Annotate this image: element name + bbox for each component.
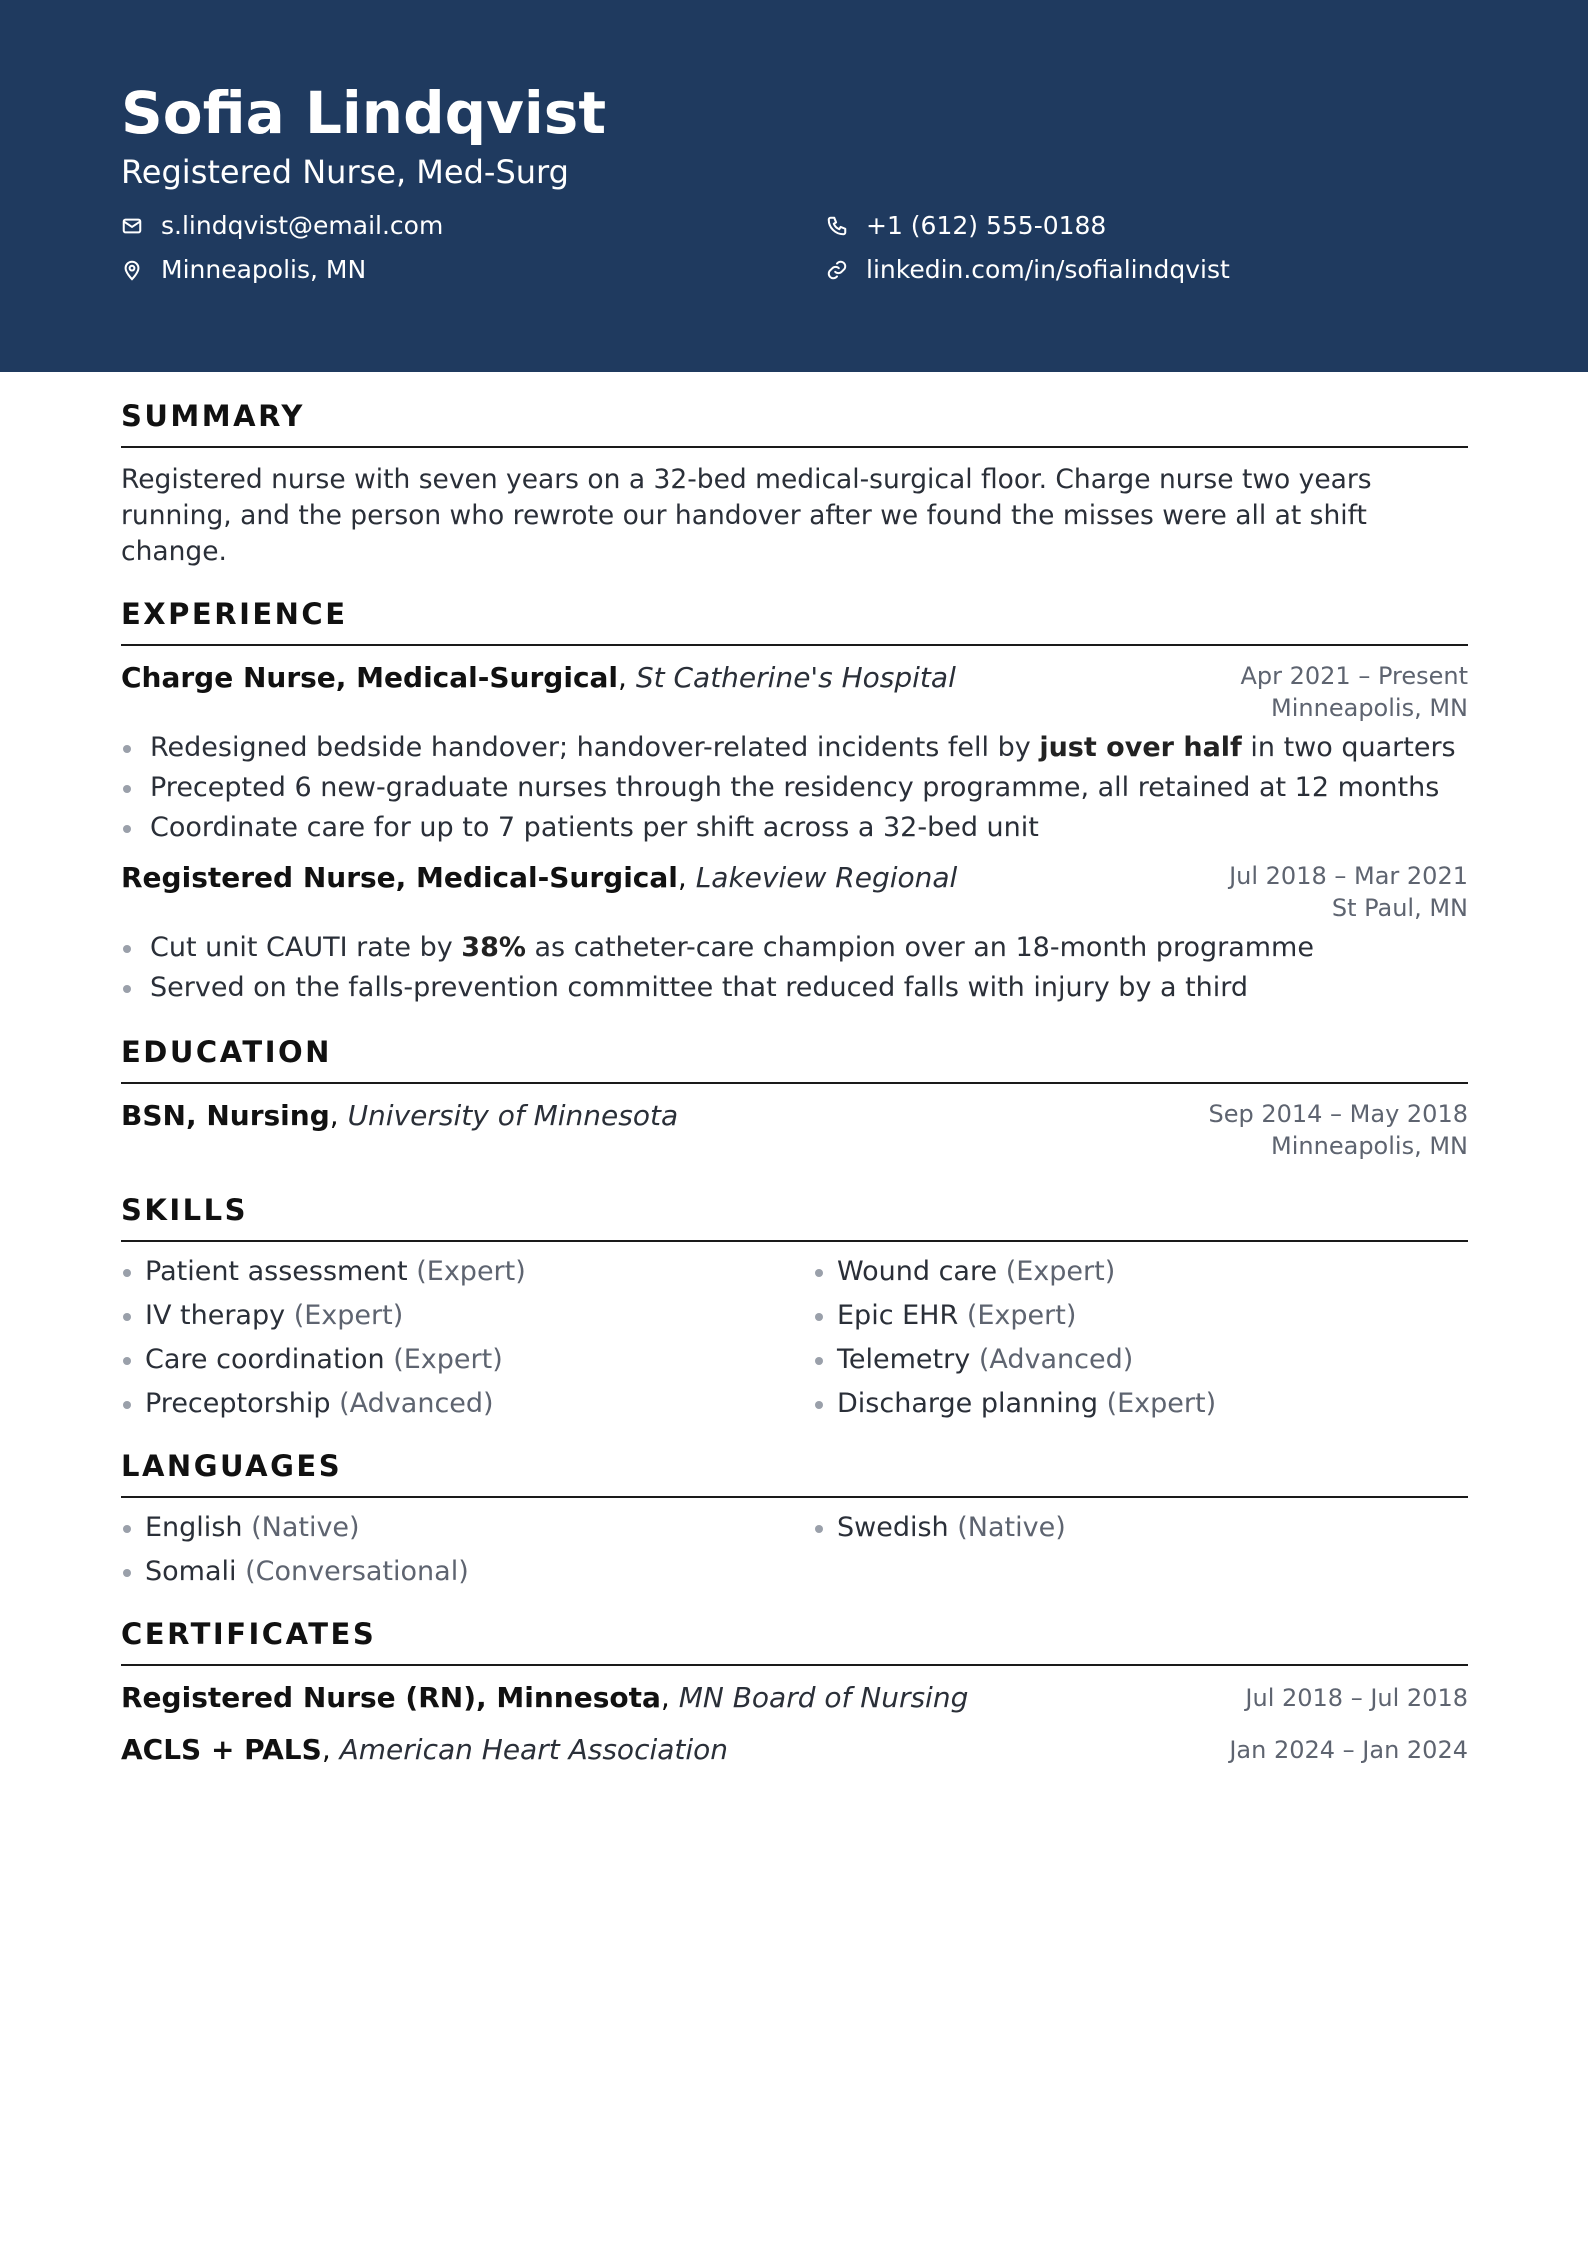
skills-section bbox=[121, 1192, 1468, 1426]
linkedin-text: linkedin.com/in/sofialindqvist bbox=[866, 255, 1230, 284]
list-item: Somali (Conversational) bbox=[121, 1550, 813, 1594]
section-divider bbox=[121, 644, 1468, 646]
list-item: Discharge planning (Expert) bbox=[813, 1382, 1468, 1426]
list-item: Redesigned bedside handover; handover-related incidents fell by just over half in two quarters bbox=[121, 728, 1468, 768]
job-meta bbox=[1229, 860, 1468, 924]
contact-linkedin[interactable] bbox=[826, 254, 1230, 286]
contact-email[interactable] bbox=[121, 210, 443, 242]
degree: BSN, Nursing bbox=[121, 1099, 330, 1132]
phone-icon bbox=[826, 215, 848, 237]
job-bullets bbox=[121, 728, 1468, 848]
job-title: Registered Nurse, Medical-Surgical, Lakeview Regional bbox=[121, 861, 958, 894]
job-role: Registered Nurse, Medical-Surgical bbox=[121, 861, 678, 894]
certificate-issuer: American Heart Association bbox=[339, 1733, 729, 1766]
list-item: Epic EHR (Expert) bbox=[813, 1294, 1468, 1338]
languages-section bbox=[121, 1448, 1468, 1594]
job-entry bbox=[121, 660, 1468, 848]
languages-heading: LANGUAGES bbox=[121, 1449, 343, 1483]
contact-phone[interactable] bbox=[826, 210, 1106, 242]
section-divider bbox=[121, 1496, 1468, 1498]
certificate-entry bbox=[121, 1724, 1468, 1776]
education-heading: EDUCATION bbox=[121, 1035, 332, 1069]
school: University of Minnesota bbox=[347, 1099, 679, 1132]
certificate-title: Registered Nurse (RN), Minnesota, MN Board of Nursing bbox=[121, 1681, 969, 1714]
education-entry bbox=[121, 1098, 1468, 1162]
job-dates: Jul 2018 – Mar 2021 bbox=[1229, 862, 1468, 890]
location-text: Minneapolis, MN bbox=[161, 255, 367, 284]
certificate-name: Registered Nurse (RN), Minnesota bbox=[121, 1681, 661, 1714]
certificate-entry bbox=[121, 1672, 1468, 1724]
certificates-section bbox=[121, 1616, 1468, 1776]
list-item: English (Native) bbox=[121, 1506, 813, 1550]
skills-heading: SKILLS bbox=[121, 1193, 248, 1227]
certificate-dates: Jan 2024 – Jan 2024 bbox=[1229, 1736, 1468, 1764]
list-item: Preceptorship (Advanced) bbox=[121, 1382, 813, 1426]
contact-location bbox=[121, 254, 366, 286]
section-divider bbox=[121, 1664, 1468, 1666]
resume-header bbox=[0, 0, 1588, 372]
list-item: Care coordination (Expert) bbox=[121, 1338, 813, 1382]
location-pin-icon bbox=[121, 259, 143, 281]
candidate-title: Registered Nurse, Med-Surg bbox=[121, 153, 569, 191]
job-bullets bbox=[121, 928, 1468, 1008]
section-divider bbox=[121, 1240, 1468, 1242]
mail-icon bbox=[121, 215, 143, 237]
list-item: IV therapy (Expert) bbox=[121, 1294, 813, 1338]
job-dates: Apr 2021 – Present bbox=[1240, 662, 1468, 690]
section-divider bbox=[121, 1082, 1468, 1084]
experience-heading: EXPERIENCE bbox=[121, 597, 348, 631]
certificates-list bbox=[121, 1672, 1468, 1776]
education-location: Minneapolis, MN bbox=[1271, 1132, 1468, 1160]
job-location: St Paul, MN bbox=[1331, 894, 1468, 922]
job-role: Charge Nurse, Medical-Surgical bbox=[121, 661, 619, 694]
certificates-heading: CERTIFICATES bbox=[121, 1617, 377, 1651]
summary-section bbox=[121, 372, 1468, 570]
list-item: Wound care (Expert) bbox=[813, 1250, 1468, 1294]
degree-title: BSN, Nursing, University of Minnesota bbox=[121, 1099, 679, 1132]
education-dates: Sep 2014 – May 2018 bbox=[1208, 1100, 1468, 1128]
list-item: Precepted 6 new-graduate nurses through the residency programme, all retained at 12 months bbox=[121, 768, 1468, 808]
list-item: Coordinate care for up to 7 patients per shift across a 32-bed unit bbox=[121, 808, 1468, 848]
certificate-issuer: MN Board of Nursing bbox=[678, 1681, 969, 1714]
candidate-name: Sofia Lindqvist bbox=[121, 79, 607, 147]
phone-text: +1 (612) 555-0188 bbox=[866, 211, 1107, 240]
job-employer: Lakeview Regional bbox=[695, 861, 958, 894]
job-employer: St Catherine's Hospital bbox=[635, 661, 956, 694]
email-text: s.lindqvist@email.com bbox=[161, 211, 444, 240]
list-item: Served on the falls-prevention committee that reduced falls with injury by a third bbox=[121, 968, 1468, 1008]
education-meta bbox=[1208, 1098, 1468, 1162]
list-item: Telemetry (Advanced) bbox=[813, 1338, 1468, 1382]
resume-body bbox=[121, 372, 1468, 1776]
summary-heading: SUMMARY bbox=[121, 399, 305, 433]
skills-list bbox=[121, 1250, 1468, 1426]
link-icon bbox=[826, 259, 848, 281]
job-meta bbox=[1240, 660, 1468, 724]
job-title: Charge Nurse, Medical-Surgical, St Catherine's Hospital bbox=[121, 661, 956, 694]
job-location: Minneapolis, MN bbox=[1271, 694, 1468, 722]
list-item: Cut unit CAUTI rate by 38% as catheter-care champion over an 18-month programme bbox=[121, 928, 1468, 968]
education-section bbox=[121, 1034, 1468, 1162]
job-entry bbox=[121, 860, 1468, 1008]
summary-text: Registered nurse with seven years on a 32-bed medical-surgical floor. Charge nurse two years running, and the person who rewrote our handover after we found the misses were all at shift change. bbox=[121, 464, 1372, 567]
experience-section bbox=[121, 596, 1468, 1008]
languages-list bbox=[121, 1506, 1468, 1594]
section-divider bbox=[121, 446, 1468, 448]
list-item: Swedish (Native) bbox=[813, 1506, 1468, 1550]
list-item: Patient assessment (Expert) bbox=[121, 1250, 813, 1294]
certificate-title: ACLS + PALS, American Heart Association bbox=[121, 1733, 729, 1766]
certificate-dates: Jul 2018 – Jul 2018 bbox=[1245, 1684, 1468, 1712]
certificate-name: ACLS + PALS bbox=[121, 1733, 322, 1766]
